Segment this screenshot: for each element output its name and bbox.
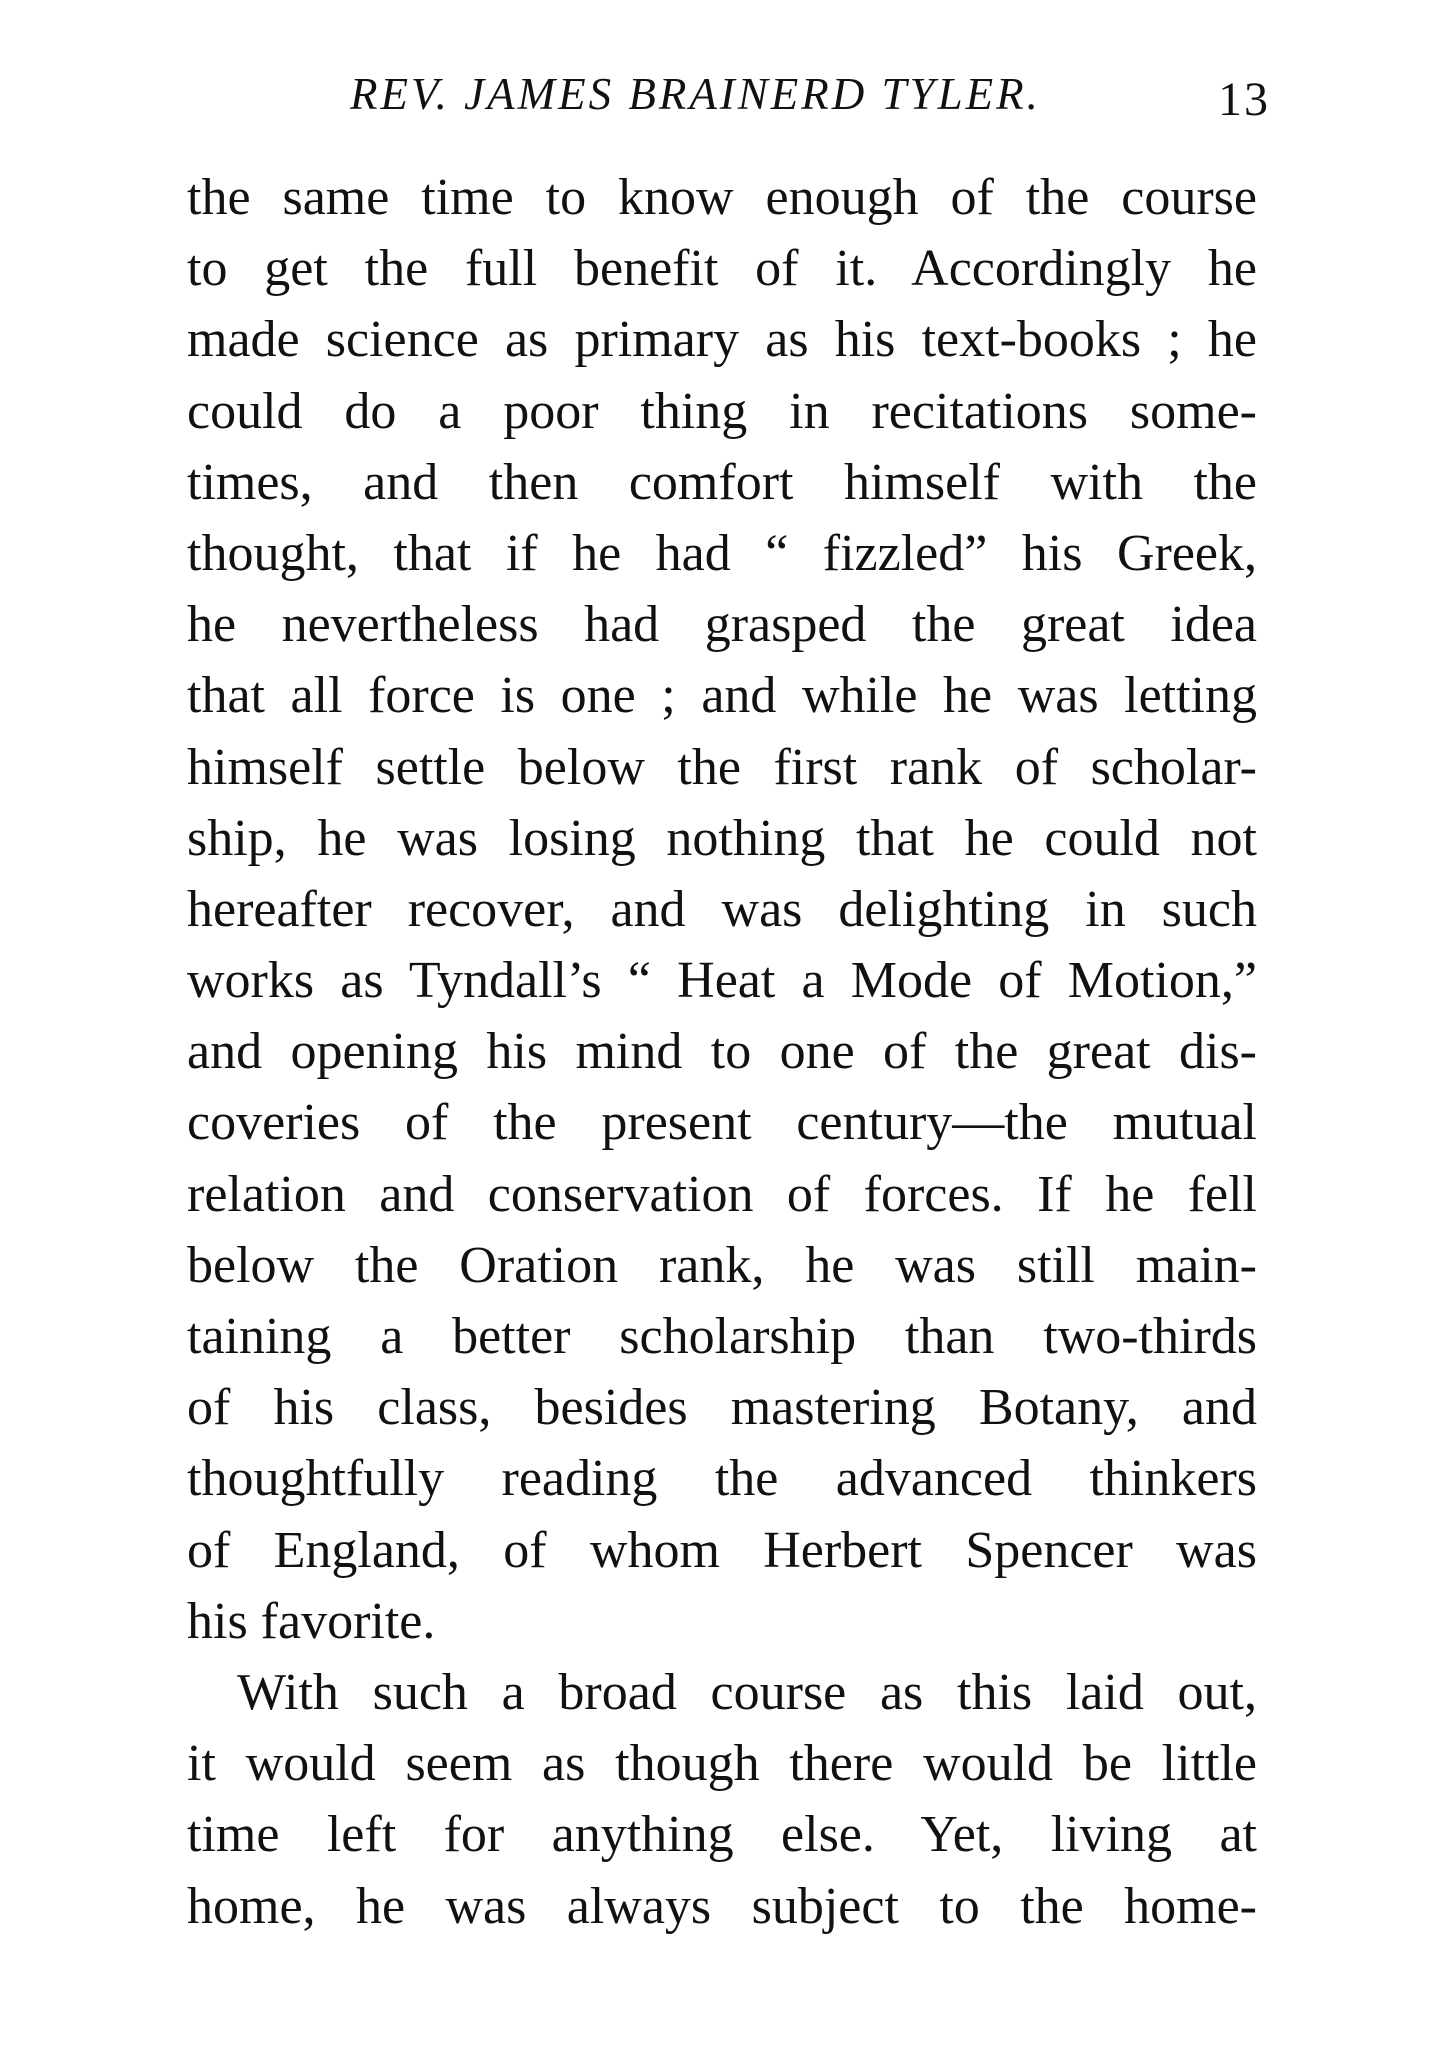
- paragraph-start-line: With such a broad course as this laid out,: [237, 1663, 1257, 1721]
- text-line: of his class, besides mastering Botany, and: [187, 1379, 1257, 1437]
- text-line: thoughtfully reading the advanced thinkers: [187, 1450, 1257, 1508]
- paragraph-end-line: his favorite.: [187, 1592, 436, 1650]
- text-line: the same time to know enough of the course: [187, 169, 1257, 226]
- text-line: made science as primary as his text-books ; he: [187, 311, 1257, 369]
- text-line: and opening his mind to one of the great dis-: [187, 1023, 1257, 1081]
- body-text: [187, 162, 1257, 1942]
- text-line: could do a poor thing in recitations some-: [187, 382, 1257, 440]
- text-line: coveries of the present century—the mutual: [187, 1094, 1257, 1152]
- text-line: relation and conservation of forces. If he fell: [187, 1165, 1257, 1223]
- text-line: thought, that if he had “ fizzled” his Greek,: [187, 524, 1257, 582]
- running-title: REV. JAMES BRAINERD TYLER.: [350, 69, 1041, 119]
- text-line: himself settle below the first rank of scholar-: [187, 738, 1257, 796]
- text-line: ship, he was losing nothing that he could not: [187, 809, 1257, 867]
- text-line: home, he was always subject to the home-: [187, 1877, 1257, 1935]
- text-line: it would seem as though there would be little: [187, 1735, 1257, 1793]
- text-line: he nevertheless had grasped the great idea: [187, 596, 1257, 654]
- text-line: works as Tyndall’s “ Heat a Mode of Motion,”: [187, 952, 1257, 1010]
- text-line: to get the full benefit of it. Accordingly he: [187, 240, 1257, 298]
- page-number: 13: [1218, 73, 1270, 126]
- text-line: taining a better scholarship than two-thirds: [187, 1308, 1257, 1365]
- text-line: below the Oration rank, he was still main-: [187, 1236, 1257, 1294]
- text-line: that all force is one ; and while he was letting: [187, 667, 1257, 725]
- text-line: of England, of whom Herbert Spencer was: [187, 1521, 1257, 1579]
- text-line: hereafter recover, and was delighting in such: [187, 880, 1257, 938]
- text-line: times, and then comfort himself with the: [187, 453, 1257, 511]
- text-line: time left for anything else. Yet, living at: [187, 1806, 1257, 1864]
